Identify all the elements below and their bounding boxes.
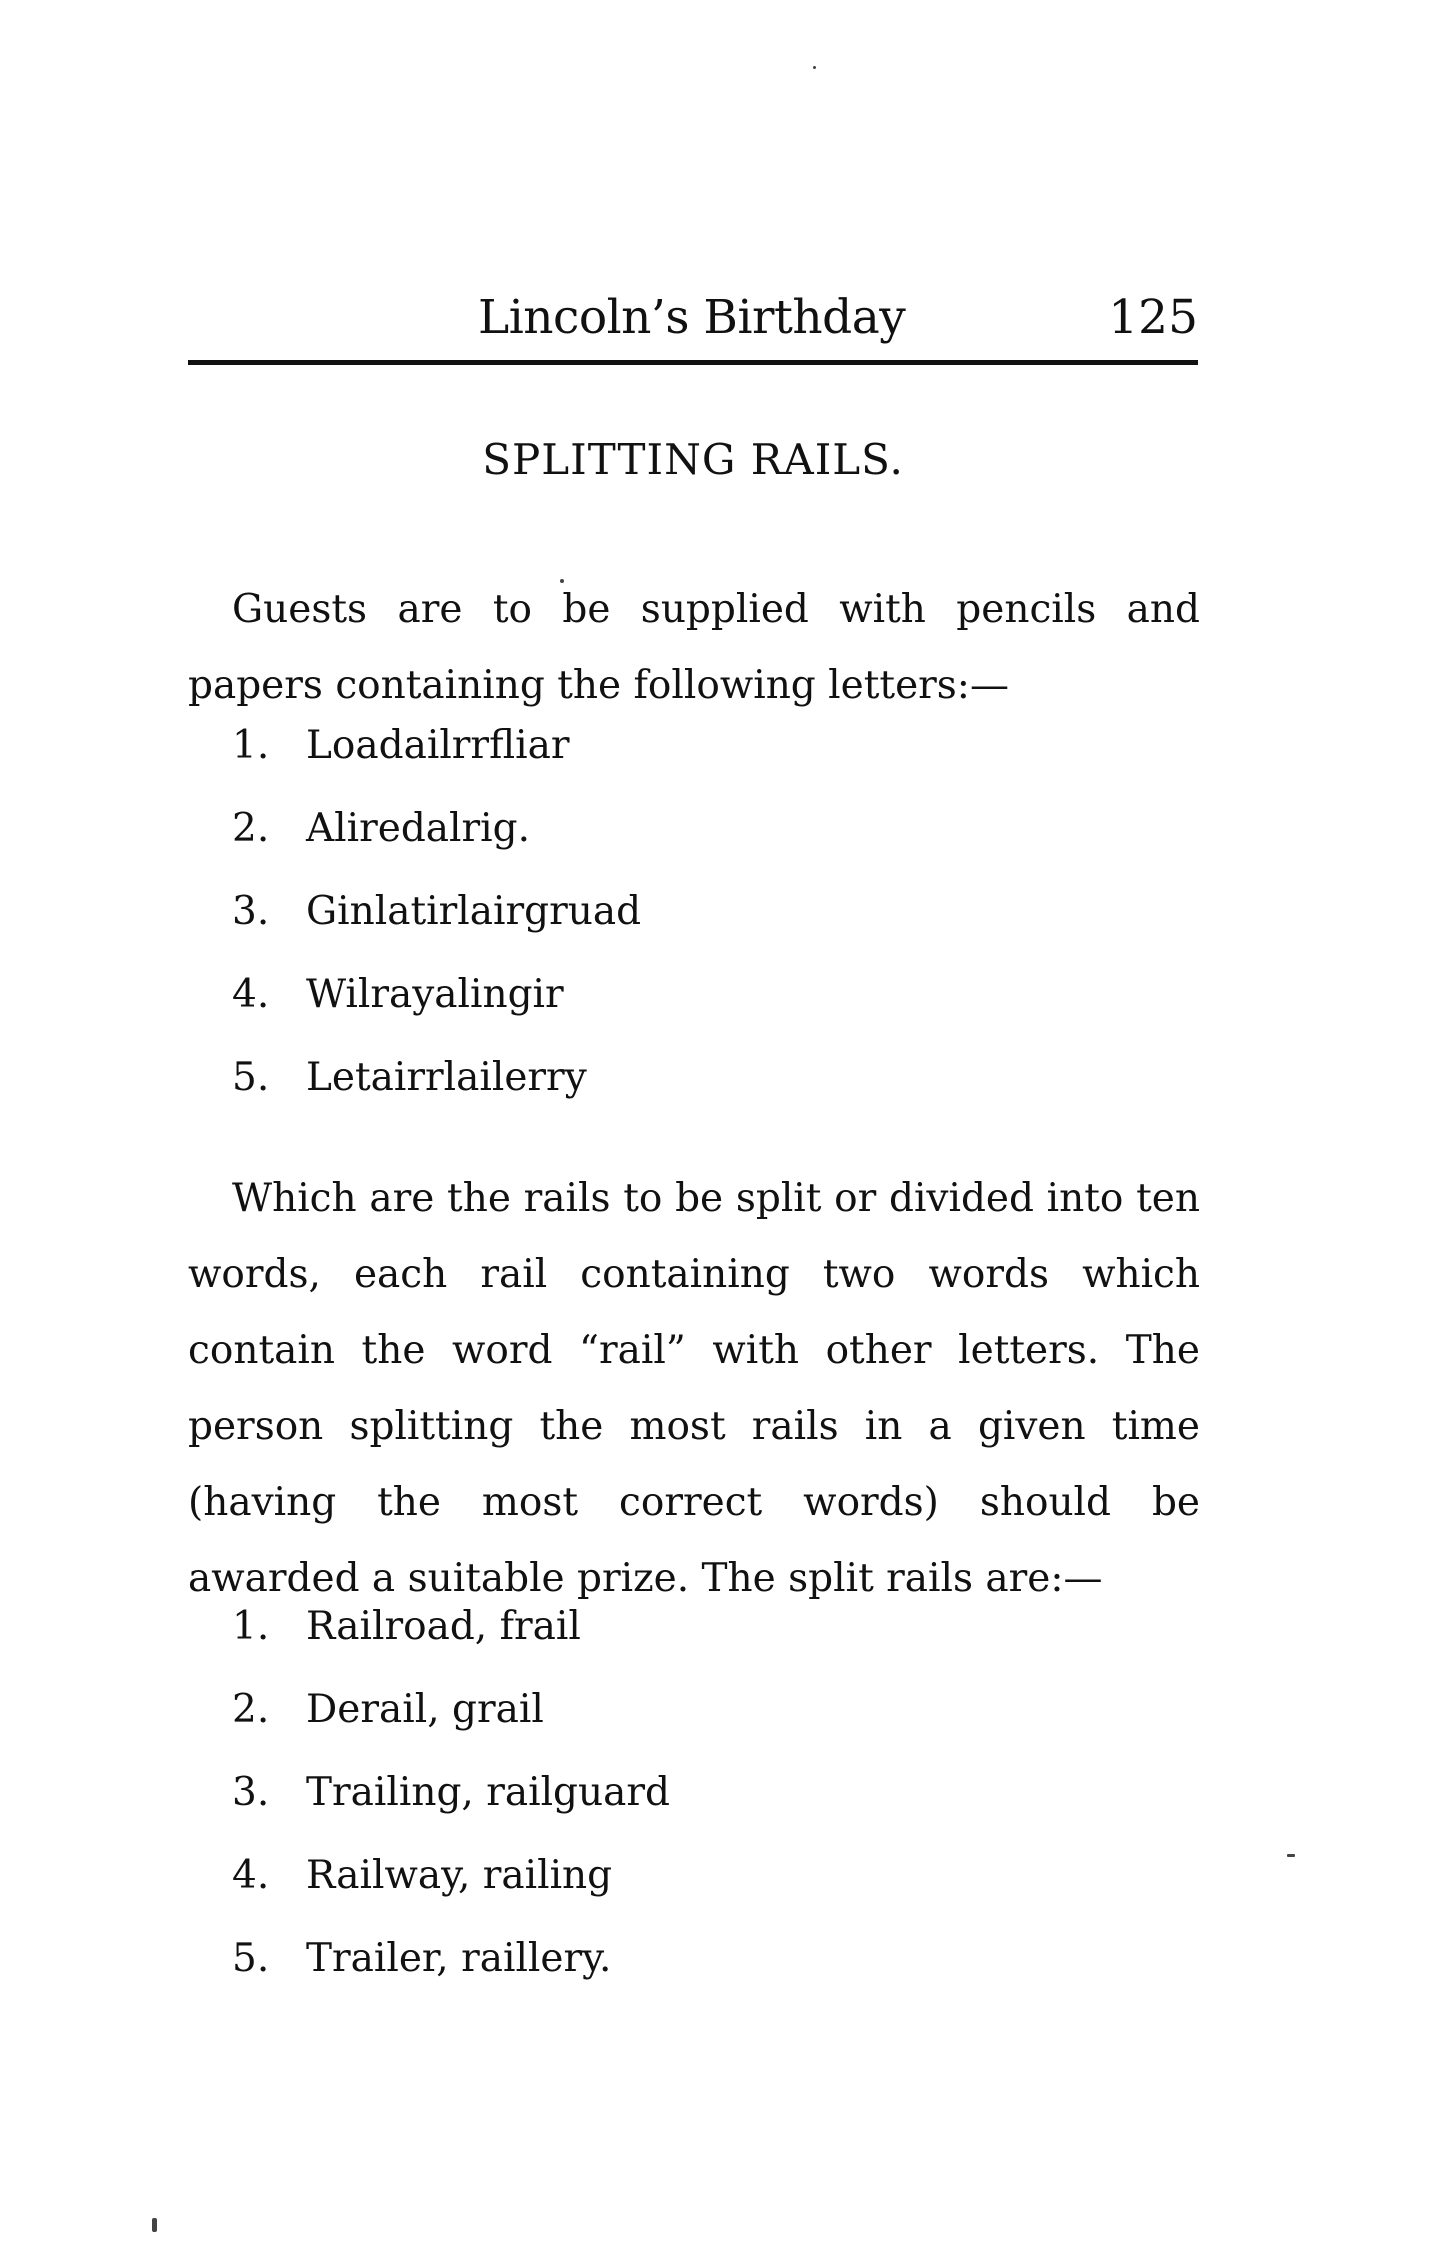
page-header — [188, 288, 1198, 358]
item-number: 3. — [232, 1770, 270, 1815]
item-text: Railway, railing — [306, 1853, 613, 1898]
answer-list — [232, 1593, 670, 2008]
item-text: Railroad, frail — [306, 1604, 581, 1649]
item-number: 1. — [232, 723, 270, 768]
answer-item — [232, 1842, 670, 1925]
puzzle-item — [232, 878, 641, 961]
item-text: Ginlatirlairgruad — [306, 889, 642, 934]
puzzle-list — [232, 712, 641, 1127]
item-number: 2. — [232, 1687, 270, 1732]
scan-speck — [813, 66, 816, 69]
item-number: 3. — [232, 889, 270, 934]
intro-paragraph: Guests are to be supplied with pencils and papers containing the following letters:— — [188, 587, 1200, 708]
item-number: 1. — [232, 1604, 270, 1649]
item-number: 4. — [232, 972, 270, 1017]
page-number: 125 — [1108, 290, 1198, 345]
running-title: Lincoln’s Birthday — [478, 290, 906, 345]
item-number: 4. — [232, 1853, 270, 1898]
answer-item — [232, 1925, 670, 2008]
scan-speck — [152, 2218, 157, 2232]
item-text: Wilrayalingir — [306, 972, 564, 1017]
item-number: 5. — [232, 1936, 270, 1981]
item-text: Letairrlailerry — [306, 1055, 587, 1100]
explanation-paragraph: Which are the rails to be split or divided into ten words, each rail containing two words which contain the word “rail” with other letters. The person splitting the most rails in a given time (having the most correct words) should be awarded a suitable prize. The split rails are:— — [188, 1176, 1200, 1601]
answer-item — [232, 1593, 670, 1676]
item-text: Derail, grail — [306, 1687, 544, 1732]
item-number: 5. — [232, 1055, 270, 1100]
puzzle-item — [232, 961, 641, 1044]
puzzle-item — [232, 795, 641, 878]
item-number: 2. — [232, 806, 270, 851]
item-text: Trailing, railguard — [306, 1770, 670, 1815]
puzzle-item — [232, 712, 641, 795]
puzzle-item — [232, 1044, 641, 1127]
answer-item — [232, 1759, 670, 1842]
header-rule — [188, 360, 1198, 365]
item-text: Loadailrrfliar — [306, 723, 570, 768]
item-text: Trailer, raillery. — [306, 1936, 612, 1981]
scan-speck — [560, 579, 564, 583]
item-text: Aliredalrig. — [306, 806, 531, 851]
scan-speck — [1287, 1854, 1295, 1857]
answer-item — [232, 1676, 670, 1759]
section-heading: SPLITTING RAILS. — [482, 435, 904, 484]
